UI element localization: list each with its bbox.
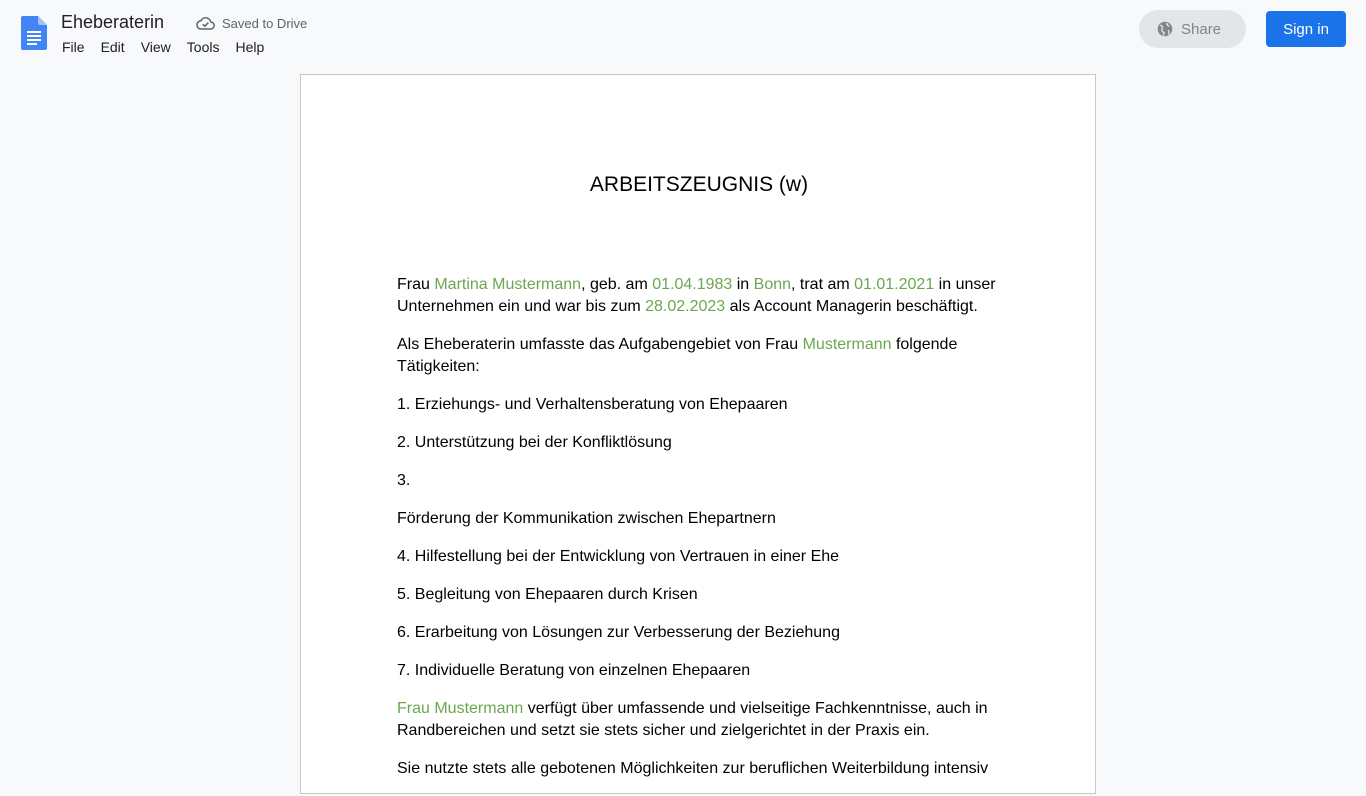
document-page[interactable] bbox=[300, 74, 1096, 794]
text: , trat am bbox=[791, 276, 855, 293]
menu-help[interactable]: Help bbox=[235, 39, 265, 55]
birth-date: 01.04.1983 bbox=[652, 276, 733, 293]
paragraph-intro bbox=[397, 274, 999, 318]
list-item: Förderung der Kommunikation zwischen Ehepartnern bbox=[397, 510, 776, 527]
globe-icon bbox=[1157, 21, 1173, 37]
paragraph-expertise bbox=[397, 698, 999, 742]
birth-city: Bonn bbox=[753, 276, 792, 293]
employee-name: Martina Mustermann bbox=[434, 276, 582, 293]
list-item: 5. Begleitung von Ehepaaren durch Krisen bbox=[397, 586, 698, 603]
menu-tools[interactable]: Tools bbox=[186, 39, 220, 55]
text: in unser Unternehmen ein und war bis zum bbox=[397, 276, 996, 315]
list-item: 3. bbox=[397, 472, 411, 489]
text: verfügt über umfassende und vielseitige Fachkenntnisse, auch in Randbereichen und setzt sie stets sicher und zielgerichtet in der Praxis ein. bbox=[397, 700, 988, 739]
save-status[interactable] bbox=[196, 14, 307, 32]
document-heading: ARBEITSZEUGNIS (w) bbox=[589, 173, 809, 196]
list-item: 1. Erziehungs- und Verhaltensberatung von Ehepaaren bbox=[397, 396, 788, 413]
text: Als Eheberaterin umfasste das Aufgabengebiet von Frau bbox=[397, 336, 803, 353]
menu-bar bbox=[54, 36, 272, 58]
end-date: 28.02.2023 bbox=[645, 298, 726, 315]
text: , geb. am bbox=[581, 276, 653, 293]
list-item: 7. Individuelle Beratung von einzelnen Ehepaaren bbox=[397, 662, 751, 679]
document-body bbox=[397, 274, 999, 796]
text: Frau bbox=[397, 276, 435, 293]
share-label: Share bbox=[1181, 20, 1222, 38]
document-title[interactable]: Eheberaterin bbox=[61, 12, 165, 32]
start-date: 01.01.2021 bbox=[854, 276, 935, 293]
save-status-label: Saved to Drive bbox=[222, 15, 308, 31]
employee-name: Frau Mustermann bbox=[397, 700, 524, 717]
text: folgende Tätigkeiten: bbox=[397, 336, 958, 375]
list-item: 4. Hilfestellung bei der Entwicklung von Vertrauen in einer Ehe bbox=[397, 548, 840, 565]
share-button[interactable] bbox=[1139, 10, 1246, 48]
list-item: 2. Unterstützung bei der Konfliktlösung bbox=[397, 434, 672, 451]
employee-surname: Mustermann bbox=[802, 336, 892, 353]
menu-view[interactable]: View bbox=[140, 39, 171, 55]
text: in bbox=[732, 276, 754, 293]
paragraph-training: Sie nutzte stets alle gebotenen Möglichkeiten zur beruflichen Weiterbildung intensiv bbox=[397, 760, 989, 777]
paragraph-tasks-intro bbox=[397, 334, 999, 378]
text: als Account Managerin beschäftigt. bbox=[725, 298, 978, 315]
docs-logo-icon[interactable] bbox=[21, 16, 47, 50]
menu-file[interactable]: File bbox=[62, 39, 85, 55]
cloud-done-icon bbox=[196, 16, 215, 30]
menu-edit[interactable]: Edit bbox=[100, 39, 125, 55]
sign-in-button[interactable]: Sign in bbox=[1266, 11, 1346, 47]
list-item: 6. Erarbeitung von Lösungen zur Verbesserung der Beziehung bbox=[397, 624, 840, 641]
top-bar bbox=[0, 0, 1366, 64]
